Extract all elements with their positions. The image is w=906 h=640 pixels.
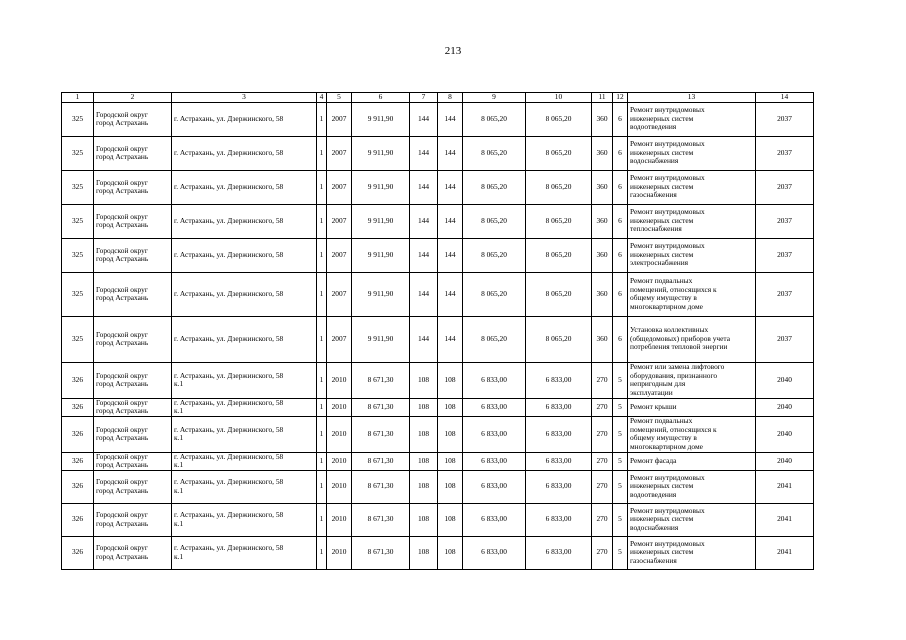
table-row [62,503,814,536]
table-row [62,536,814,569]
municipality: Городской округ город Астрахань [94,362,172,398]
year: 2007 [327,170,352,204]
year: 2007 [327,272,352,316]
col-12-value: 6 [613,316,628,362]
total-area: 9 911,90 [352,238,410,272]
planned-year: 2041 [756,536,814,569]
col-7-value: 108 [410,398,438,416]
municipality: Городской округ город Астрахань [94,470,172,503]
total-area: 9 911,90 [352,170,410,204]
address: г. Астрахань, ул. Дзержинского, 58 к.1 [172,536,317,569]
col-8-value: 144 [438,204,463,238]
col-11-value: 360 [592,238,613,272]
year: 2010 [327,503,352,536]
row-number: 326 [62,362,94,398]
col-7-value: 108 [410,416,438,452]
total-area: 9 911,90 [352,316,410,362]
col-9-value: 6 833,00 [463,503,526,536]
work-type: Ремонт внутридомовых инженерных систем водоотведения [628,470,756,503]
column-number: 2 [94,93,172,103]
planned-year: 2037 [756,170,814,204]
col-11-value: 270 [592,362,613,398]
row-number: 326 [62,452,94,470]
col-10-value: 6 833,00 [526,536,592,569]
col-7-value: 144 [410,272,438,316]
table-row [62,416,814,452]
row-number: 326 [62,503,94,536]
col-8-value: 144 [438,102,463,136]
col-8-value: 108 [438,452,463,470]
address: г. Астрахань, ул. Дзержинского, 58 [172,170,317,204]
entrances: 1 [317,238,327,272]
col-8-value: 108 [438,470,463,503]
col-8-value: 108 [438,416,463,452]
total-area: 8 671,30 [352,470,410,503]
total-area: 8 671,30 [352,536,410,569]
entrances: 1 [317,170,327,204]
col-11-value: 270 [592,470,613,503]
total-area: 9 911,90 [352,272,410,316]
planned-year: 2041 [756,503,814,536]
entrances: 1 [317,362,327,398]
col-11-value: 360 [592,102,613,136]
col-12-value: 6 [613,238,628,272]
col-11-value: 270 [592,452,613,470]
row-number: 326 [62,416,94,452]
row-number: 325 [62,238,94,272]
col-7-value: 108 [410,452,438,470]
col-9-value: 6 833,00 [463,398,526,416]
work-type: Ремонт внутридомовых инженерных систем водоснабжения [628,136,756,170]
work-type: Ремонт подвальных помещений, относящихся к общему имуществу в многоквартирном доме [628,416,756,452]
municipality: Городской округ город Астрахань [94,398,172,416]
work-type: Ремонт внутридомовых инженерных систем газоснабжения [628,170,756,204]
year: 2007 [327,316,352,362]
repair-program-table [61,92,814,570]
col-10-value: 6 833,00 [526,398,592,416]
year: 2007 [327,102,352,136]
col-7-value: 108 [410,470,438,503]
planned-year: 2040 [756,362,814,398]
col-11-value: 360 [592,204,613,238]
col-11-value: 360 [592,136,613,170]
total-area: 9 911,90 [352,136,410,170]
col-12-value: 6 [613,102,628,136]
column-number: 11 [592,93,613,103]
col-9-value: 8 065,20 [463,170,526,204]
col-7-value: 144 [410,204,438,238]
year: 2010 [327,470,352,503]
planned-year: 2037 [756,238,814,272]
year: 2010 [327,362,352,398]
planned-year: 2037 [756,102,814,136]
col-12-value: 6 [613,204,628,238]
table-row [62,362,814,398]
col-9-value: 8 065,20 [463,272,526,316]
total-area: 8 671,30 [352,452,410,470]
municipality: Городской округ город Астрахань [94,416,172,452]
municipality: Городской округ город Астрахань [94,503,172,536]
column-number: 14 [756,93,814,103]
planned-year: 2040 [756,452,814,470]
column-number: 10 [526,93,592,103]
col-8-value: 144 [438,170,463,204]
planned-year: 2041 [756,470,814,503]
col-10-value: 6 833,00 [526,452,592,470]
work-type: Ремонт или замена лифтового оборудования, признанного непригодным для эксплуатации [628,362,756,398]
col-8-value: 144 [438,272,463,316]
col-9-value: 8 065,20 [463,316,526,362]
col-11-value: 360 [592,316,613,362]
col-11-value: 270 [592,416,613,452]
col-10-value: 8 065,20 [526,272,592,316]
row-number: 326 [62,470,94,503]
year: 2010 [327,452,352,470]
col-12-value: 5 [613,416,628,452]
col-10-value: 6 833,00 [526,470,592,503]
col-12-value: 5 [613,452,628,470]
table-row [62,272,814,316]
table-row [62,102,814,136]
table-row [62,398,814,416]
entrances: 1 [317,452,327,470]
col-9-value: 6 833,00 [463,452,526,470]
column-number: 12 [613,93,628,103]
planned-year: 2040 [756,416,814,452]
planned-year: 2037 [756,136,814,170]
municipality: Городской округ город Астрахань [94,102,172,136]
col-12-value: 6 [613,136,628,170]
col-12-value: 5 [613,362,628,398]
table-row [62,204,814,238]
col-7-value: 108 [410,503,438,536]
col-12-value: 6 [613,272,628,316]
col-8-value: 108 [438,503,463,536]
entrances: 1 [317,316,327,362]
col-9-value: 6 833,00 [463,362,526,398]
col-8-value: 108 [438,536,463,569]
col-12-value: 5 [613,470,628,503]
col-9-value: 6 833,00 [463,470,526,503]
col-11-value: 270 [592,503,613,536]
row-number: 325 [62,102,94,136]
row-number: 325 [62,136,94,170]
address: г. Астрахань, ул. Дзержинского, 58 к.1 [172,452,317,470]
column-number: 5 [327,93,352,103]
year: 2007 [327,238,352,272]
work-type: Ремонт внутридомовых инженерных систем теплоснабжения [628,204,756,238]
col-10-value: 8 065,20 [526,238,592,272]
work-type: Ремонт внутридомовых инженерных систем водоотведения [628,102,756,136]
address: г. Астрахань, ул. Дзержинского, 58 к.1 [172,398,317,416]
total-area: 8 671,30 [352,503,410,536]
work-type: Ремонт внутридомовых инженерных систем газоснабжения [628,536,756,569]
address: г. Астрахань, ул. Дзержинского, 58 к.1 [172,362,317,398]
row-number: 325 [62,316,94,362]
entrances: 1 [317,416,327,452]
col-12-value: 5 [613,398,628,416]
col-8-value: 108 [438,362,463,398]
col-11-value: 270 [592,398,613,416]
col-7-value: 108 [410,536,438,569]
col-7-value: 144 [410,170,438,204]
entrances: 1 [317,204,327,238]
address: г. Астрахань, ул. Дзержинского, 58 к.1 [172,503,317,536]
year: 2007 [327,204,352,238]
col-12-value: 6 [613,170,628,204]
entrances: 1 [317,136,327,170]
work-type: Ремонт внутридомовых инженерных систем электроснабжения [628,238,756,272]
col-10-value: 6 833,00 [526,362,592,398]
work-type: Ремонт подвальных помещений, относящихся к общему имуществу в многоквартирном доме [628,272,756,316]
col-12-value: 5 [613,503,628,536]
work-type: Ремонт внутридомовых инженерных систем водоснабжения [628,503,756,536]
total-area: 8 671,30 [352,398,410,416]
col-10-value: 6 833,00 [526,503,592,536]
municipality: Городской округ город Астрахань [94,452,172,470]
year: 2007 [327,136,352,170]
col-10-value: 8 065,20 [526,316,592,362]
col-11-value: 360 [592,272,613,316]
col-10-value: 6 833,00 [526,416,592,452]
row-number: 326 [62,536,94,569]
table-row [62,170,814,204]
entrances: 1 [317,272,327,316]
col-11-value: 270 [592,536,613,569]
table-row [62,238,814,272]
planned-year: 2037 [756,316,814,362]
column-number: 6 [352,93,410,103]
column-number: 13 [628,93,756,103]
col-9-value: 8 065,20 [463,102,526,136]
address: г. Астрахань, ул. Дзержинского, 58 [172,316,317,362]
address: г. Астрахань, ул. Дзержинского, 58 [172,238,317,272]
column-number: 1 [62,93,94,103]
col-7-value: 144 [410,136,438,170]
total-area: 8 671,30 [352,416,410,452]
col-8-value: 108 [438,398,463,416]
work-type: Ремонт крыши [628,398,756,416]
address: г. Астрахань, ул. Дзержинского, 58 к.1 [172,416,317,452]
col-9-value: 8 065,20 [463,204,526,238]
col-10-value: 8 065,20 [526,170,592,204]
col-12-value: 5 [613,536,628,569]
work-type: Ремонт фасада [628,452,756,470]
column-number: 8 [438,93,463,103]
planned-year: 2037 [756,204,814,238]
work-type: Установка коллективных (общедомовых) приборов учета потребления тепловой энергии [628,316,756,362]
col-11-value: 360 [592,170,613,204]
municipality: Городской округ город Астрахань [94,272,172,316]
col-9-value: 6 833,00 [463,416,526,452]
address: г. Астрахань, ул. Дзержинского, 58 [172,272,317,316]
col-7-value: 108 [410,362,438,398]
municipality: Городской округ город Астрахань [94,536,172,569]
page-number: 213 [444,45,462,57]
col-9-value: 8 065,20 [463,136,526,170]
address: г. Астрахань, ул. Дзержинского, 58 к.1 [172,470,317,503]
address: г. Астрахань, ул. Дзержинского, 58 [172,136,317,170]
col-9-value: 8 065,20 [463,238,526,272]
col-7-value: 144 [410,316,438,362]
column-number: 4 [317,93,327,103]
col-7-value: 144 [410,102,438,136]
table-row [62,452,814,470]
col-9-value: 6 833,00 [463,536,526,569]
table-row [62,136,814,170]
entrances: 1 [317,102,327,136]
planned-year: 2040 [756,398,814,416]
year: 2010 [327,416,352,452]
column-number: 7 [410,93,438,103]
entrances: 1 [317,470,327,503]
row-number: 325 [62,170,94,204]
col-8-value: 144 [438,136,463,170]
col-8-value: 144 [438,316,463,362]
year: 2010 [327,398,352,416]
entrances: 1 [317,536,327,569]
total-area: 9 911,90 [352,204,410,238]
table-row [62,316,814,362]
total-area: 8 671,30 [352,362,410,398]
col-10-value: 8 065,20 [526,102,592,136]
column-number: 9 [463,93,526,103]
planned-year: 2037 [756,272,814,316]
col-10-value: 8 065,20 [526,204,592,238]
entrances: 1 [317,398,327,416]
entrances: 1 [317,503,327,536]
municipality: Городской округ город Астрахань [94,170,172,204]
column-number: 3 [172,93,317,103]
total-area: 9 911,90 [352,102,410,136]
municipality: Городской округ город Астрахань [94,136,172,170]
row-number: 325 [62,272,94,316]
municipality: Городской округ город Астрахань [94,316,172,362]
col-8-value: 144 [438,238,463,272]
address: г. Астрахань, ул. Дзержинского, 58 [172,102,317,136]
municipality: Городской округ город Астрахань [94,204,172,238]
municipality: Городской округ город Астрахань [94,238,172,272]
table-row [62,470,814,503]
column-number-row [62,93,814,103]
col-7-value: 144 [410,238,438,272]
row-number: 325 [62,204,94,238]
address: г. Астрахань, ул. Дзержинского, 58 [172,204,317,238]
col-10-value: 8 065,20 [526,136,592,170]
year: 2010 [327,536,352,569]
row-number: 326 [62,398,94,416]
